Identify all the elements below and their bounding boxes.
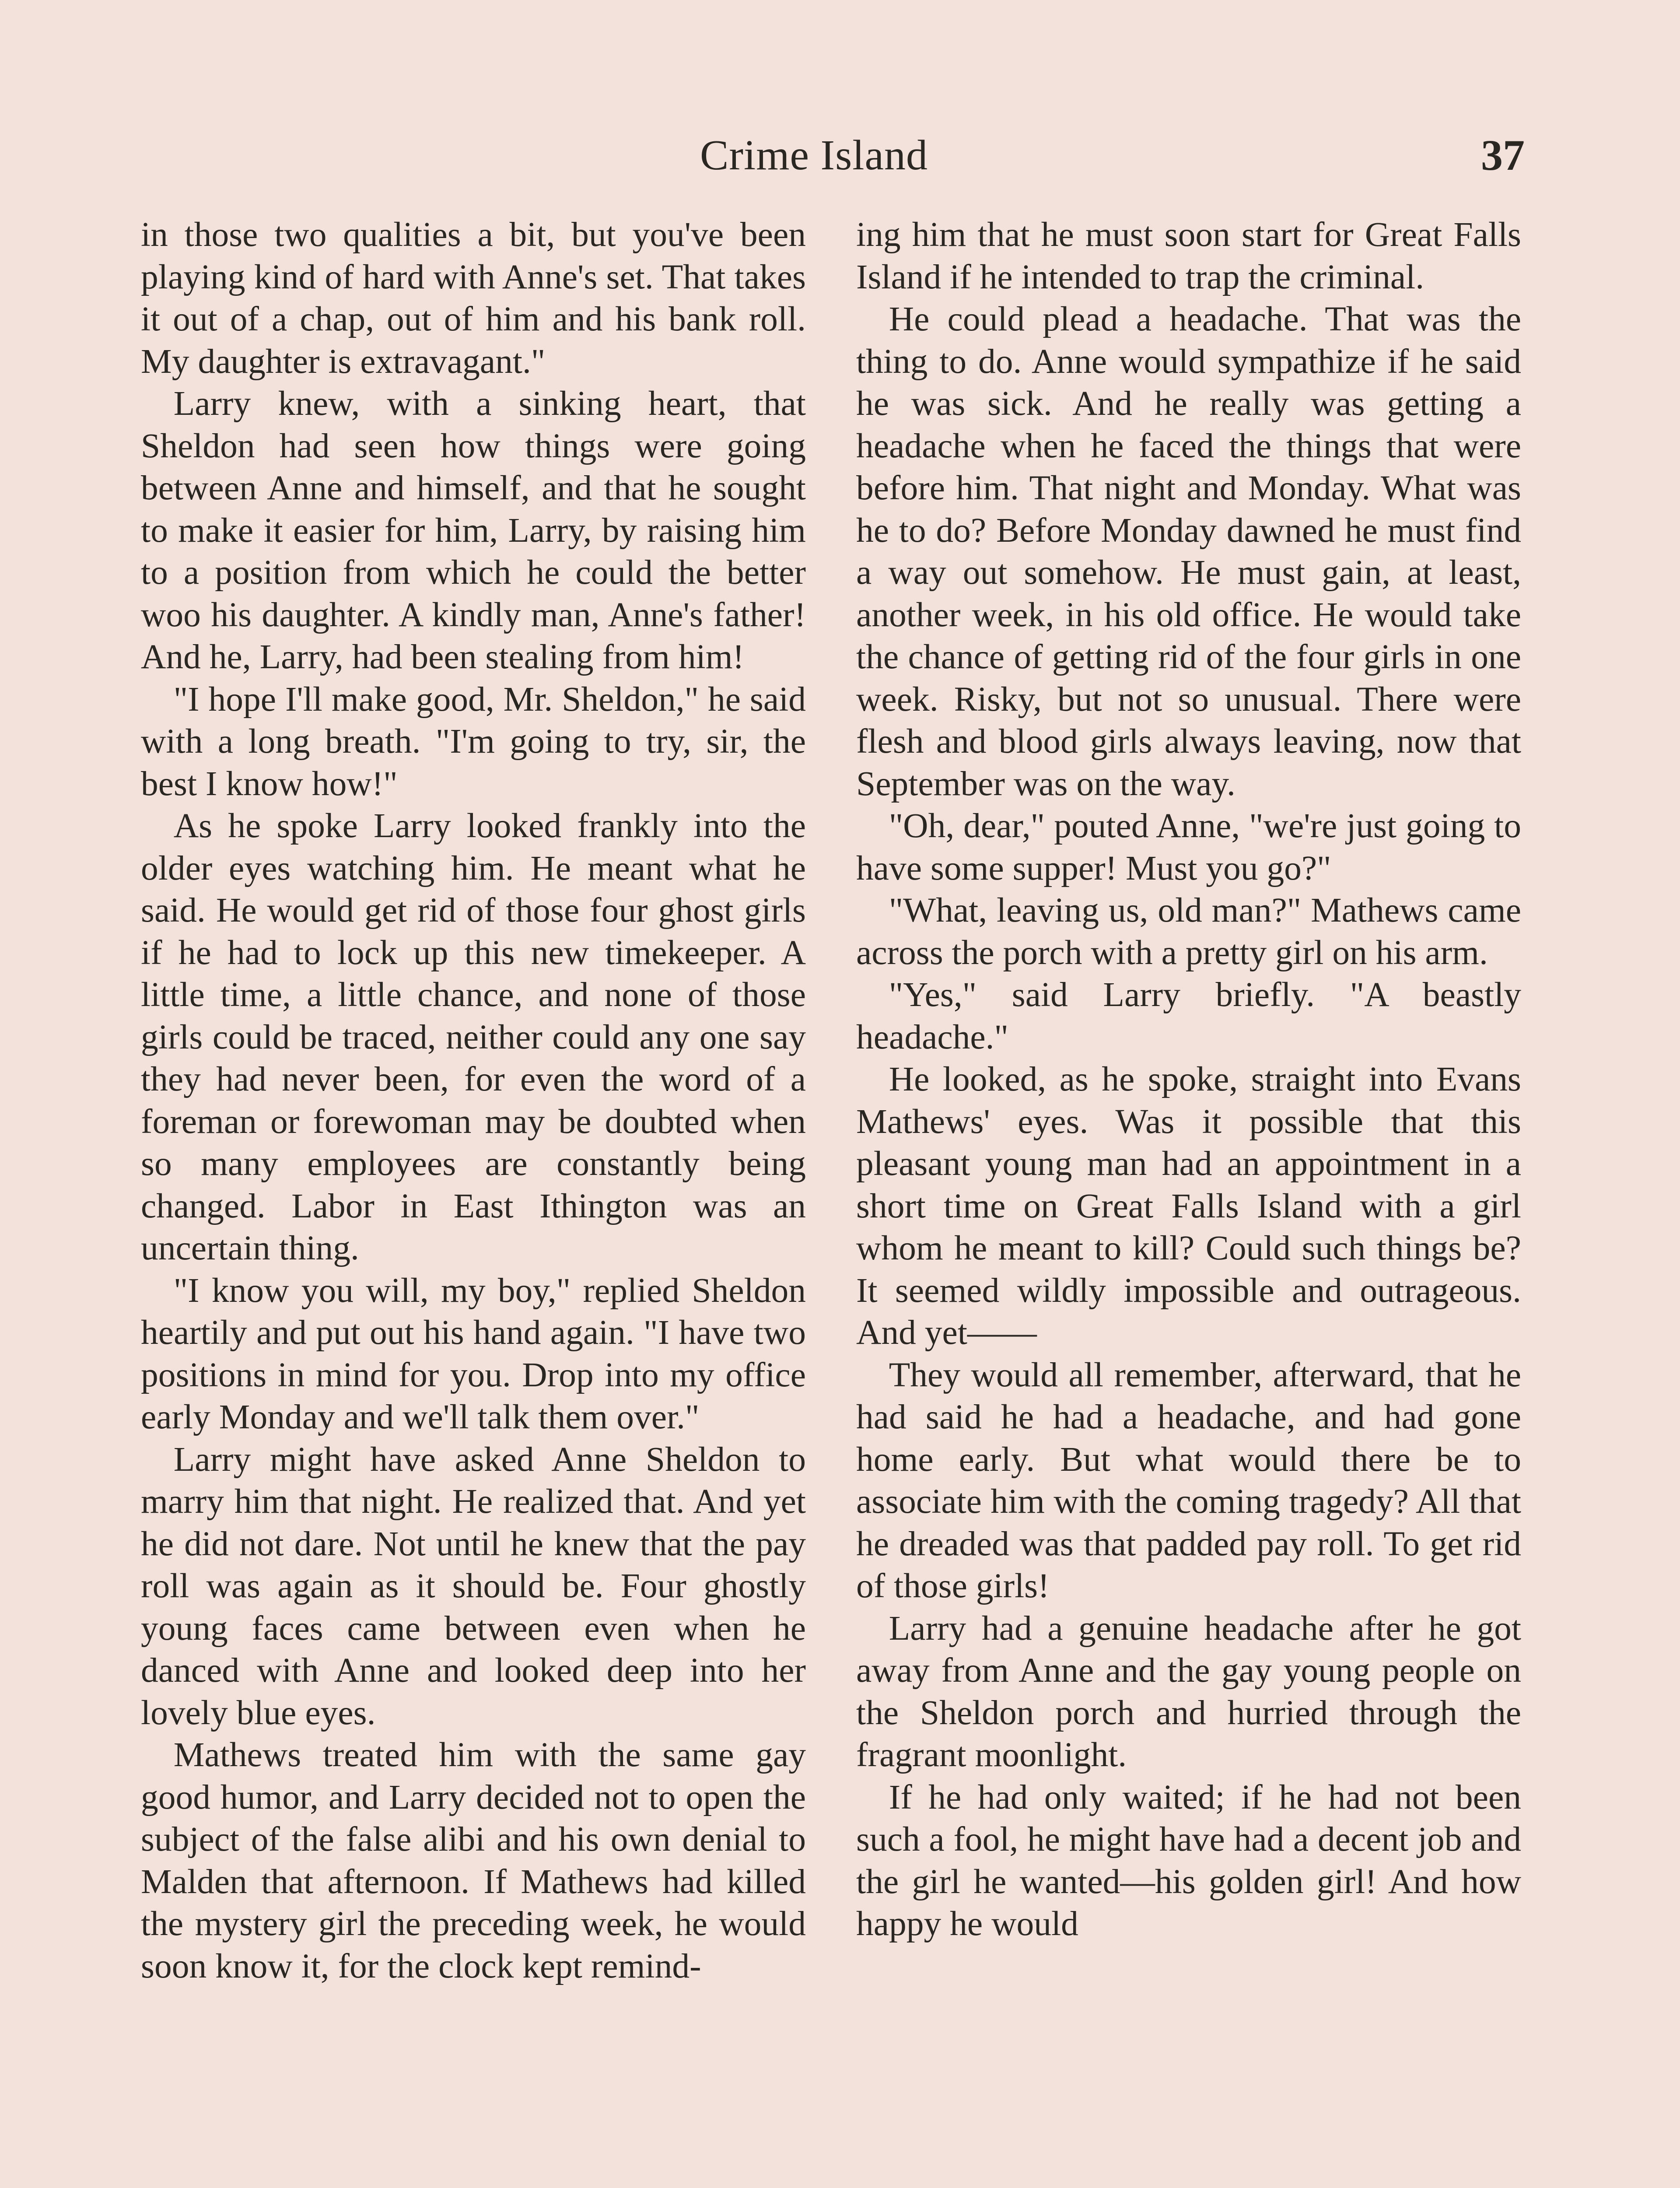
paragraph: "What, leaving us, old man?" Mathews came across the porch with a pretty girl on his arm. [856,891,1521,972]
paragraph: He could plead a headache. That was the thing to do. Anne would sympathize if he said he was sick. And he really was getting a headache when he faced the things that were before him. That night and Monday. What was he to do? Before Monday dawned he must find a way out somehow. He must gain, at least, another week, in his old office. He would take the chance of getting rid of the four girls in one week. Risky, but not so unusual. There were flesh and blood girls always leaving, now that September was on the way. [856,300,1521,803]
paragraph: They would all remember, afterward, that he had said he had a headache, and had gone home early. But what would there be to associate him with the coming tragedy? All that he dreaded was that padded pay roll. To get rid of those girls! [856,1355,1521,1605]
paragraph: "I hope I'll make good, Mr. Sheldon," he said with a long breath. "I'm going to try, sir, the best I know how!" [141,680,806,803]
paragraph: Larry knew, with a sinking heart, that Sheldon had seen how things were going between Anne and himself, and that he sought to make it easier for him, Larry, by raising him to a position from which he could the better woo his daughter. A kindly man, Anne's father! And he, Larry, had been stealing from him! [141,384,806,676]
paragraph: Mathews treated him with the same gay good humor, and Larry decided not to open the subject of the false alibi and his own denial to Malden that afternoon. If Mathews had killed the mystery girl the preceding week, he would soon know it, for the clock kept remind- [141,1736,806,1985]
left-column [141,214,806,1987]
paragraph: "Yes," said Larry briefly. "A beastly headache." [856,975,1521,1056]
page-number: 37 [1481,131,1525,179]
paragraph: Larry might have asked Anne Sheldon to marry him that night. He realized that. And yet he did not dare. Not until he knew that the pay roll was again as it should be. Four ghostly young faces came between even when he danced with Anne and looked deep into her lovely blue eyes. [141,1440,806,1732]
paragraph: As he spoke Larry looked frankly into the older eyes watching him. He meant what he said. He would get rid of those four ghost girls if he had to lock up this new timekeeper. A little time, a little chance, and none of those girls could be traced, neither could any one say they had never been, for even the word of a foreman or forewoman may be doubted when so many employees are constantly being changed. Labor in East Ithington was an uncertain thing. [141,806,806,1267]
paragraph: in those two qualities a bit, but you've been playing kind of hard with Anne's set. That takes it out of a chap, out of him and his bank roll. My daughter is extravagant." [141,215,806,381]
book-title: Crime Island [700,132,928,179]
paragraph: He looked, as he spoke, straight into Evans Mathews' eyes. Was it possible that this pleasant young man had an appointment in a short time on Great Falls Island with a girl whom he meant to kill? Could such things be? It seemed wildly impossible and outrageous. And yet—— [856,1060,1521,1352]
running-head [0,127,1680,184]
paragraph: ing him that he must soon start for Great Falls Island if he intended to trap the criminal. [856,215,1521,296]
paragraph: If he had only waited; if he had not been such a fool, he might have had a decent job and the girl he wanted—his golden girl! And how happy he would [856,1778,1521,1943]
paragraph: Larry had a genuine headache after he got away from Anne and the gay young people on the Sheldon porch and hurried through the fragrant moonlight. [856,1609,1521,1774]
right-column [856,214,1521,1945]
paragraph: "I know you will, my boy," replied Sheldon heartily and put out his hand again. "I have two positions in mind for you. Drop into my office early Monday and we'll talk them over." [141,1271,806,1436]
paragraph: "Oh, dear," pouted Anne, "we're just going to have some supper! Must you go?" [856,806,1521,887]
